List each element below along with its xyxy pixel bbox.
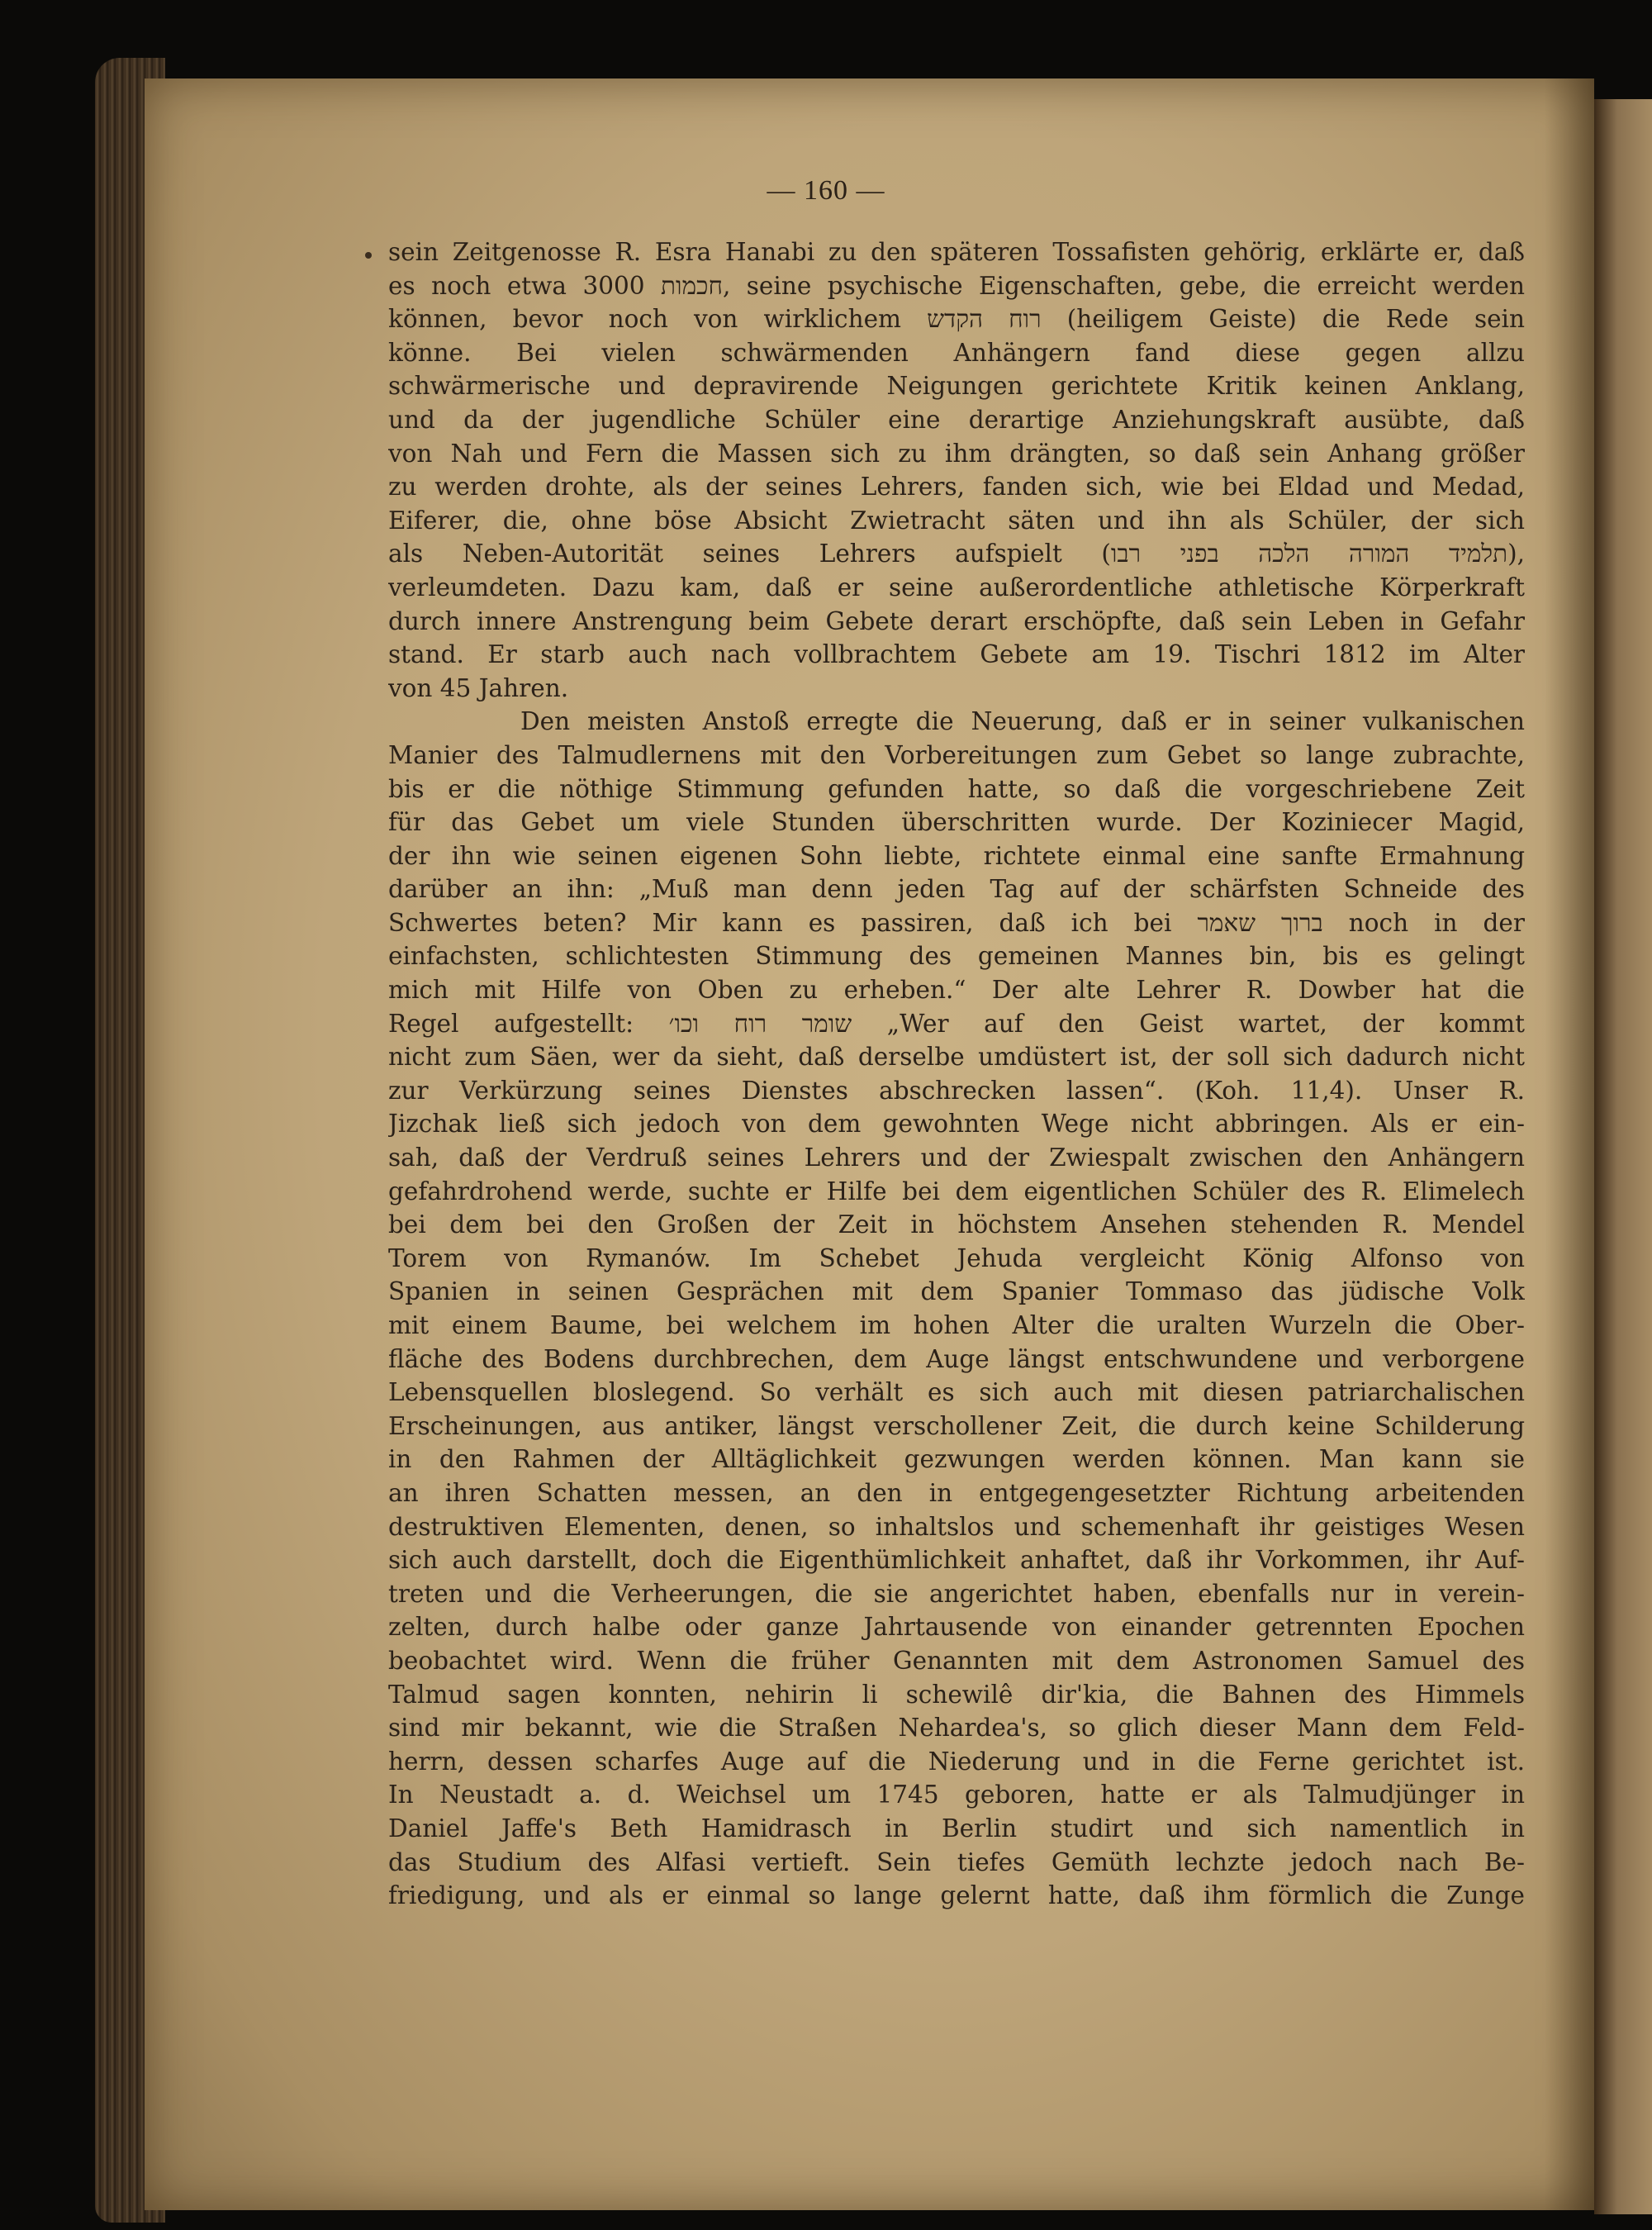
text-line: könne. Bei vielen schwärmenden Anhängern fand diese gegen allzu — [388, 338, 1525, 367]
text-line: bis er die nöthige Stimmung gefunden hatte, so daß die vorgeschriebene Zeit — [388, 774, 1525, 803]
text-line: durch innere Anstrengung beim Gebete derart erschöpfte, daß sein Leben in Gefahr — [388, 606, 1525, 635]
text-line: mit einem Baume, bei welchem im hohen Alter die uralten Wurzeln die Ober- — [388, 1311, 1525, 1339]
text-line: bei dem bei den Großen der Zeit in höchstem Ansehen stehenden R. Mendel — [388, 1210, 1525, 1239]
text-line: sind mir bekannt, wie die Straßen Nehardea's, so glich dieser Mann dem Feld- — [388, 1714, 1525, 1743]
text-line: von 45 Jahren. — [388, 673, 569, 702]
text-line: sein Zeitgenosse R. Esra Hanabi zu den späteren Tossafisten gehörig, erklärte er, daß — [388, 238, 1525, 266]
text-line: darüber an ihn: „Muß man denn jeden Tag auf der schärfsten Schneide des — [388, 875, 1525, 904]
text-line: Jizchak ließ sich jedoch von dem gewohnten Wege nicht abbringen. Als er ein- — [388, 1110, 1525, 1139]
text-line: an ihren Schatten messen, an den in entgegengesetzter Richtung arbeitenden — [388, 1478, 1525, 1507]
text-line: Torem von Rymanów. Im Schebet Jehuda vergleicht König Alfonso von — [388, 1243, 1525, 1272]
text-line: das Studium des Alfasi vertieft. Sein tiefes Gemüth lechzte jedoch nach Be- — [388, 1847, 1525, 1876]
text-line: als Neben-Autorität seines Lehrers aufspielt (תלמיד המורה הלכה בפני רבו), — [388, 540, 1525, 568]
text-line: zelten, durch halbe oder ganze Jahrtausende von einander getrennten Epochen — [388, 1613, 1525, 1642]
text-line: von Nah und Fern die Massen sich zu ihm drängten, so daß sein Anhang größer — [388, 439, 1525, 468]
text-line: Eiferer, die, ohne böse Absicht Zwietracht säten und ihn als Schüler, der sich — [388, 506, 1525, 535]
text-line: Lebensquellen bloslegend. So verhält es sich auch mit diesen patriarchalischen — [388, 1378, 1525, 1407]
text-line: beobachtet wird. Wenn die früher Genannten mit dem Astronomen Samuel des — [388, 1646, 1525, 1675]
page-gutter-shadow — [1545, 78, 1594, 2210]
text-line: Erscheinungen, aus antiker, längst verschollener Zeit, die durch keine Schilderung — [388, 1411, 1525, 1440]
text-line: Regel aufgestellt: שומר רוח וכו׳ „Wer auf den Geist wartet, der kommt — [388, 1009, 1525, 1038]
text-line: es noch etwa 3000 חכמות, seine psychische Eigenschaften, gebe, die erreicht werden — [388, 271, 1525, 300]
text-line: schwärmerische und depravirende Neigungen gerichtete Kritik keinen Anklang, — [388, 372, 1525, 401]
text-line: fläche des Bodens durchbrechen, dem Auge längst entschwundene und verborgene — [388, 1344, 1525, 1373]
text-line: stand. Er starb auch nach vollbrachtem Gebete am 19. Tischri 1812 im Alter — [388, 640, 1525, 669]
text-line: Spanien in seinen Gesprächen mit dem Spanier Tommaso das jüdische Volk — [388, 1277, 1525, 1306]
text-line: sah, daß der Verdruß seines Lehrers und der Zwiespalt zwischen den Anhängern — [388, 1144, 1525, 1172]
text-line: und da der jugendliche Schüler eine derartige Anziehungskraft ausübte, daß — [388, 405, 1525, 434]
text-line: mich mit Hilfe von Oben zu erheben.“ Der alte Lehrer R. Dowber hat die — [388, 976, 1525, 1005]
body-text — [388, 235, 1525, 1913]
text-line: Den meisten Anstoß erregte die Neuerung, daß er in seiner vulkanischen — [520, 707, 1525, 736]
text-line: Schwertes beten? Mir kann es passiren, daß ich bei ברוך שאמר noch in der — [388, 908, 1525, 937]
text-line: In Neustadt a. d. Weichsel um 1745 geboren, hatte er als Talmudjünger in — [388, 1781, 1525, 1809]
text-line: herrn, dessen scharfes Auge auf die Niederung und in die Ferne gerichtet ist. — [388, 1747, 1525, 1776]
text-line: verleumdeten. Dazu kam, daß er seine außerordentliche athletische Körperkraft — [388, 573, 1525, 601]
page-number: — 160 — — [767, 175, 885, 206]
text-line: Talmud sagen konnten, nehirin li schewilê dir'kia, die Bahnen des Himmels — [388, 1680, 1525, 1709]
text-line: der ihn wie seinen eigenen Sohn liebte, richtete einmal eine sanfte Ermahnung — [388, 841, 1525, 870]
text-line: einfachsten, schlichtesten Stimmung des gemeinen Mannes bin, bis es gelingt — [388, 942, 1525, 971]
text-line: in den Rahmen der Alltäglichkeit gezwungen werden können. Man kann sie — [388, 1445, 1525, 1474]
text-line: treten und die Verheerungen, die sie angerichtet haben, ebenfalls nur in verein- — [388, 1579, 1525, 1608]
text-line: sich auch darstellt, doch die Eigenthümlichkeit anhaftet, daß ihr Vorkommen, ihr Auf- — [388, 1546, 1525, 1575]
text-line: für das Gebet um viele Stunden überschritten wurde. Der Koziniecer Magid, — [388, 808, 1525, 837]
text-line: zu werden drohte, als der seines Lehrers, fanden sich, wie bei Eldad und Medad, — [388, 473, 1525, 502]
text-line: können, bevor noch von wirklichem רוח הקדש (heiligem Geiste) die Rede sein — [388, 305, 1525, 334]
facing-page-edge — [1594, 99, 1652, 2214]
text-line: Daniel Jaffe's Beth Hamidrasch in Berlin studirt und sich namentlich in — [388, 1814, 1525, 1842]
text-line: destruktiven Elementen, denen, so inhaltslos und schemenhaft ihr geistiges Wesen — [388, 1512, 1525, 1541]
text-line: zur Verkürzung seines Dienstes abschrecken lassen“. (Koh. 11,4). Unser R. — [388, 1076, 1525, 1105]
text-line: gefahrdrohend werde, suchte er Hilfe bei dem eigentlichen Schüler des R. Elimelech — [388, 1177, 1525, 1205]
text-line: Manier des Talmudlernens mit den Vorbereitungen zum Gebet so lange zubrachte, — [388, 740, 1525, 769]
text-line: friedigung, und als er einmal so lange gelernt hatte, daß ihm förmlich die Zunge — [388, 1881, 1525, 1910]
margin-mark — [365, 252, 372, 259]
text-line: nicht zum Säen, wer da sieht, daß derselbe umdüstert ist, der soll sich dadurch nicht — [388, 1043, 1525, 1072]
